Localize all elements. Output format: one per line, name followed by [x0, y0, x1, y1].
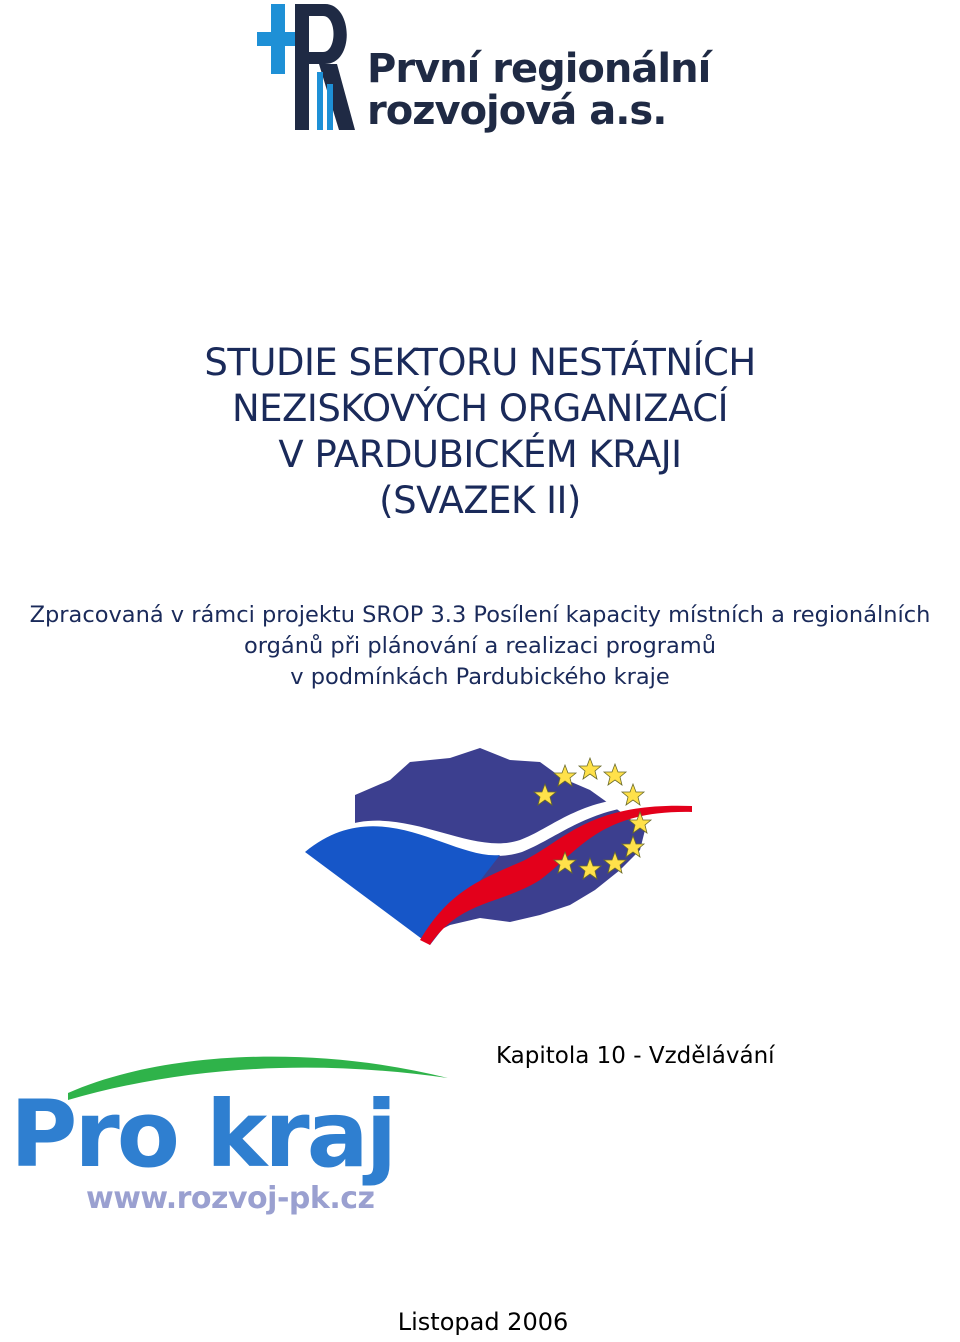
subtitle-line: v podmínkách Pardubického kraje [290, 664, 670, 690]
document-subtitle [0, 600, 960, 693]
pro-kraj-wordmark: Pro kraj [10, 1081, 395, 1188]
pro-kraj-url: www.rozvoj-pk.cz [86, 1181, 375, 1216]
title-line: STUDIE SEKTORU NESTÁTNÍCH [204, 341, 756, 384]
document-title [0, 340, 960, 524]
pro-kraj-logo [8, 1048, 470, 1223]
title-line: NEZISKOVÝCH ORGANIZACÍ [232, 387, 728, 430]
company-logo-mark [255, 2, 365, 142]
company-name-line1: První regionální [367, 46, 711, 92]
title-line: V PARDUBICKÉM KRAJI [278, 433, 682, 476]
title-line: (SVAZEK II) [379, 479, 581, 522]
chapter-label: Kapitola 10 - Vzdělávání [496, 1043, 775, 1069]
czech-eu-emblem [300, 740, 700, 950]
company-name-line2: rozvojová a.s. [367, 88, 667, 134]
company-logo [255, 2, 711, 142]
document-date: Listopad 2006 [397, 1308, 569, 1336]
subtitle-line: Zpracovaná v rámci projektu SROP 3.3 Posílení kapacity místních a regionálních [29, 602, 931, 628]
subtitle-line: orgánů při plánování a realizaci programů [244, 633, 716, 659]
